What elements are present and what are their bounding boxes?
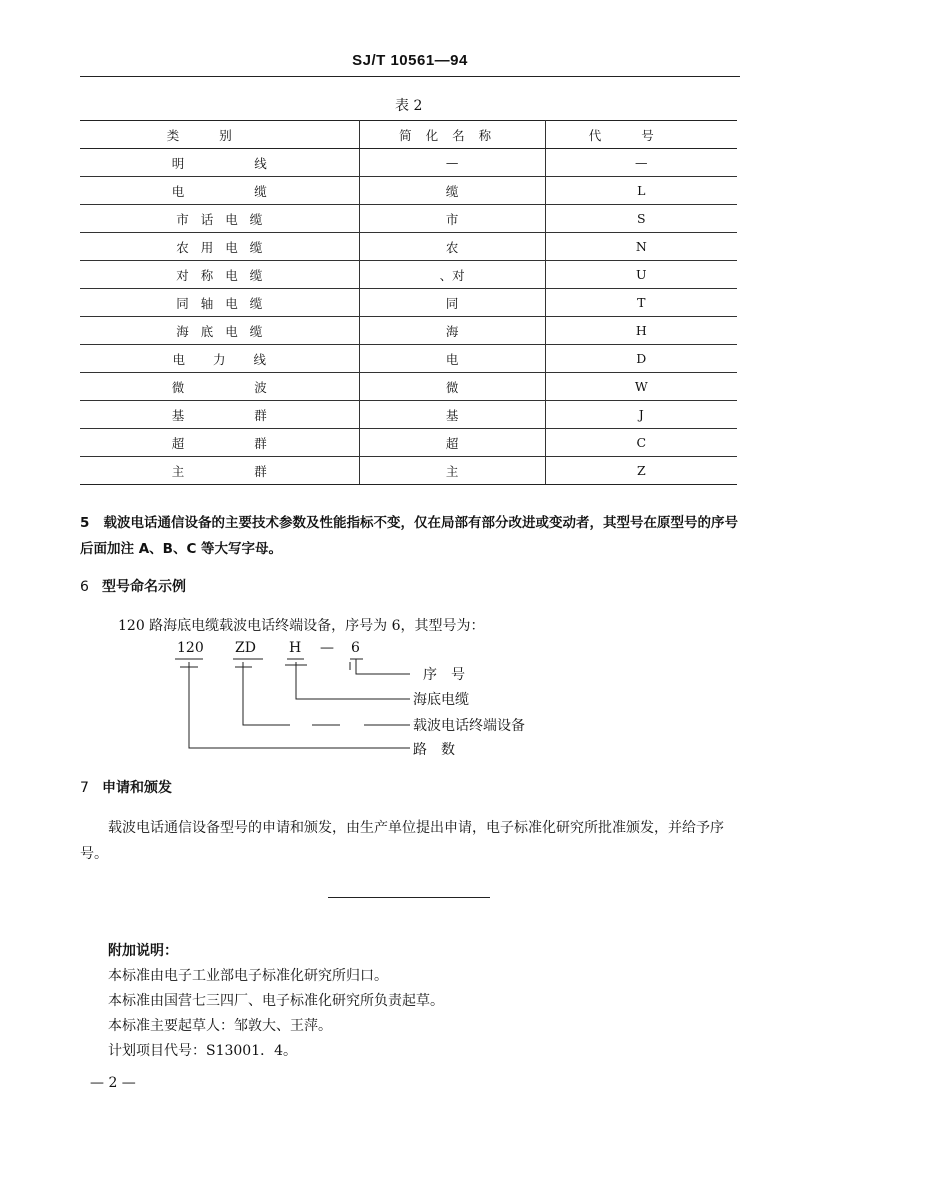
cell-code: C: [545, 429, 737, 457]
note-line: 本标准主要起草人：邹敦大、王萍。: [108, 1018, 332, 1034]
note-line: 计划项目代号：S13001．4。: [108, 1043, 298, 1059]
section-7-number: 7: [80, 780, 89, 796]
cell-category: 同轴电缆: [80, 289, 359, 317]
cell-code: D: [545, 345, 737, 373]
cell-short-name: —: [359, 149, 545, 177]
cell-short-name: 海: [359, 317, 545, 345]
end-separator: [328, 897, 490, 898]
cell-category: 海底电缆: [80, 317, 359, 345]
code-cable: H: [289, 640, 302, 656]
code-serial: 6: [351, 640, 360, 656]
code-equipment: ZD: [235, 640, 256, 656]
code-dash: —: [320, 640, 334, 656]
section-7-heading: [80, 777, 172, 797]
note-line: 本标准由电子工业部电子标准化研究所归口。: [108, 968, 388, 984]
table-row: [80, 345, 737, 373]
table-row: [80, 429, 737, 457]
cell-code: Z: [545, 457, 737, 485]
code-table: [80, 120, 737, 485]
section-5-number: 5: [80, 515, 90, 531]
notes-title: 附加说明：: [108, 943, 178, 959]
section-5-text: 载波电话通信设备的主要技术参数及性能指标不变，仅在局部有部分改进或变动者，其型号在原型号的序号后面加注 A、B、C 等大写字母。: [80, 515, 739, 557]
cell-category: 微波: [80, 373, 359, 401]
cell-short-name: 电: [359, 345, 545, 373]
section-6-heading: [80, 576, 186, 596]
column-header-short-name: 简化名称: [359, 121, 545, 149]
cell-short-name: 农: [359, 233, 545, 261]
cell-short-name: 缆: [359, 177, 545, 205]
cell-category: 明线: [80, 149, 359, 177]
table-row: [80, 317, 737, 345]
note-line: 本标准由国营七三四厂、电子标准化研究所负责起草。: [108, 993, 444, 1009]
section-6-number: 6: [80, 579, 89, 595]
cell-code: W: [545, 373, 737, 401]
label-terminal-equipment: 载波电话终端设备: [413, 718, 525, 734]
cell-short-name: 主: [359, 457, 545, 485]
page-number: — 2 —: [90, 1075, 136, 1091]
section-7-title: 申请和颁发: [102, 780, 172, 796]
section-6-intro: 120 路海底电缆载波电话终端设备，序号为 6，其型号为：: [118, 618, 485, 634]
header-rule: [80, 76, 740, 77]
cell-category: 电力线: [80, 345, 359, 373]
cell-short-name: 超: [359, 429, 545, 457]
cell-short-name: 微: [359, 373, 545, 401]
section-6-title: 型号命名示例: [102, 579, 186, 595]
table-row: [80, 261, 737, 289]
cell-category: 基群: [80, 401, 359, 429]
cell-short-name: 同: [359, 289, 545, 317]
table-row: [80, 457, 737, 485]
table-row: [80, 149, 737, 177]
cell-short-name: 、对: [359, 261, 545, 289]
table-body: [80, 149, 737, 485]
cell-code: H: [545, 317, 737, 345]
cell-short-name: 基: [359, 401, 545, 429]
table-row: [80, 373, 737, 401]
cell-category: 市话电缆: [80, 205, 359, 233]
model-naming-diagram: [80, 640, 680, 770]
section-7-text: 载波电话通信设备型号的申请和颁发，由生产单位提出申请，电子标准化研究所批准颁发，并给予序号。: [80, 820, 724, 862]
cell-code: T: [545, 289, 737, 317]
section-5: [80, 510, 740, 562]
cell-category: 农用电缆: [80, 233, 359, 261]
cell-category: 超群: [80, 429, 359, 457]
cell-code: N: [545, 233, 737, 261]
cell-code: S: [545, 205, 737, 233]
table-row: [80, 205, 737, 233]
cell-code: J: [545, 401, 737, 429]
table-row: [80, 289, 737, 317]
table-row: [80, 233, 737, 261]
label-channels: 路 数: [413, 742, 455, 758]
document-header: SJ/T 10561—94: [352, 52, 468, 69]
column-header-code: 代号: [545, 121, 737, 149]
label-submarine-cable: 海底电缆: [413, 692, 469, 708]
diagram-lines: [80, 640, 680, 770]
cell-category: 主群: [80, 457, 359, 485]
cell-category: 对称电缆: [80, 261, 359, 289]
label-serial: 序 号: [423, 667, 465, 683]
table-row: [80, 401, 737, 429]
cell-code: L: [545, 177, 737, 205]
cell-category: 电缆: [80, 177, 359, 205]
cell-code: —: [545, 149, 737, 177]
table-title: 表 2: [395, 98, 423, 114]
table-header-row: [80, 121, 737, 149]
code-channels: 120: [177, 640, 204, 656]
cell-code: U: [545, 261, 737, 289]
column-header-category: 类别: [80, 121, 359, 149]
table-row: [80, 177, 737, 205]
cell-short-name: 市: [359, 205, 545, 233]
